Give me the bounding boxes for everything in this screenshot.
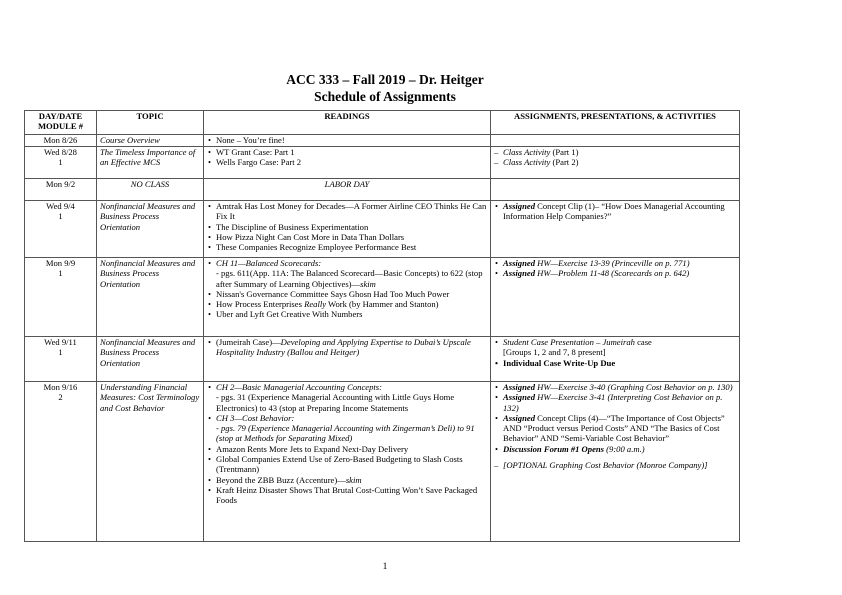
table-header-row bbox=[25, 111, 740, 135]
row-date bbox=[25, 135, 97, 147]
reading-item: • Kraft Heinz Disaster Shows That Brutal Cost-Cutting Won’t Save Packaged Foods bbox=[207, 485, 487, 506]
reading-subitem: - pgs. 79 (Experience Managerial Accounting with Zingerman’s Deli) to 91 (stop at Methods for Separating Mixed) bbox=[216, 423, 475, 444]
date-text: Wed 9/11 bbox=[44, 337, 77, 347]
row-date bbox=[25, 258, 97, 337]
assignment-item bbox=[494, 337, 736, 347]
row-assignments bbox=[491, 201, 740, 258]
date-text: Mon 9/2 bbox=[45, 179, 76, 189]
reading-emphasis: Developing and Applying Expertise to Dubai’s Upscale Hospitality Industry (Ballou and Heitger) bbox=[216, 337, 471, 358]
row-assignments bbox=[491, 179, 740, 201]
document-title: ACC 333 – Fall 2019 – Dr. Heitger bbox=[286, 72, 484, 87]
row-readings bbox=[204, 337, 491, 382]
reading-text: Work (by Hammer and Stanton) bbox=[326, 299, 439, 310]
assignment-item bbox=[494, 382, 736, 392]
presentation-label: Student Case Presentation – Jumeirah bbox=[503, 337, 635, 347]
row-date bbox=[25, 147, 97, 179]
row-topic: Course Overview bbox=[97, 135, 204, 147]
row-date bbox=[25, 337, 97, 382]
assignment-item bbox=[494, 268, 736, 278]
reading-item bbox=[207, 299, 487, 309]
assignment-item bbox=[494, 147, 736, 157]
module-number: 1 bbox=[58, 347, 63, 358]
table-row bbox=[25, 147, 740, 179]
module-number: 1 bbox=[58, 211, 63, 222]
col-header-topic: TOPIC bbox=[97, 111, 204, 135]
schedule-table bbox=[24, 110, 740, 542]
assignment-rest: HW—Problem 11-48 (Scorecards on p. 642) bbox=[535, 268, 690, 279]
table-row bbox=[25, 258, 740, 337]
reading-emphasis: Really bbox=[304, 299, 327, 310]
assignment-item bbox=[494, 413, 736, 444]
assignment-item bbox=[494, 444, 736, 454]
row-readings bbox=[204, 258, 491, 337]
skim-label: skim bbox=[360, 278, 376, 289]
assigned-label: Assigned bbox=[503, 382, 535, 392]
assignment-item bbox=[494, 201, 736, 222]
assignment-rest: HW—Exercise 13-39 (Princeville on p. 771) bbox=[535, 258, 690, 268]
assignment-item bbox=[494, 392, 736, 413]
reading-chapter: • CH 11—Balanced Scorecards: bbox=[207, 258, 487, 268]
row-date bbox=[25, 179, 97, 201]
assignment-item bbox=[494, 157, 736, 167]
assigned-label: Assigned bbox=[503, 258, 535, 268]
date-text: Mon 8/26 bbox=[43, 135, 78, 145]
row-topic: Nonfinancial Measures and Business Process Orientation bbox=[97, 337, 204, 382]
reading-item: • None – You’re fine! bbox=[207, 135, 487, 145]
reading-chapter: • CH 3—Cost Behavior: bbox=[207, 413, 487, 423]
col-header-date: DAY/DATE MODULE # bbox=[25, 111, 97, 135]
assignment-item bbox=[494, 258, 736, 268]
reading-text: Beyond the ZBB Buzz (Accenture)— bbox=[216, 474, 346, 485]
reading-item: • Amazon Rents More Jets to Expand Next-Day Delivery bbox=[207, 444, 487, 454]
row-topic: NO CLASS bbox=[97, 179, 204, 201]
assignment-rest: Concept Clip (1)– “How Does Managerial Accounting Information Help Companies?” bbox=[503, 201, 725, 222]
assignment-em: Class Activity bbox=[503, 147, 551, 157]
reading-pages: - pgs. 611(App. 11A: The Balanced Scorecard—Basic Concepts) to 622 (stop after Summary of Learning Objectives)— bbox=[216, 268, 483, 289]
row-readings bbox=[204, 201, 491, 258]
row-readings bbox=[204, 135, 491, 147]
assignment-item: • Individual Case Write-Up Due bbox=[494, 358, 736, 368]
assigned-label: Assigned bbox=[503, 268, 535, 279]
date-text: Mon 9/9 bbox=[45, 258, 76, 268]
row-readings bbox=[204, 147, 491, 179]
table-row bbox=[25, 337, 740, 382]
assigned-label: Assigned bbox=[503, 412, 535, 423]
row-date bbox=[25, 201, 97, 258]
reading-item: • WT Grant Case: Part 1 bbox=[207, 147, 487, 157]
date-text: Mon 9/16 bbox=[43, 382, 78, 392]
assignment-rest: HW—Exercise 3-40 (Graphing Cost Behavior on p. 130) bbox=[537, 382, 733, 392]
assignment-rest: (Part 2) bbox=[550, 157, 579, 168]
reading-subitem bbox=[207, 268, 487, 289]
reading-item: • These Companies Recognize Employee Performance Best bbox=[207, 242, 487, 252]
skim-label: skim bbox=[345, 474, 362, 485]
reading-item: • Global Companies Extend Use of Zero-Based Budgeting to Slash Costs (Trentmann) bbox=[207, 454, 487, 475]
assignment-rest: Concept Clips (4)—“The Importance of Cost Objects” AND “Product versus Period Costs” AND “The Basics of Cost Behavior” AND “Semi-Variable Cost Behavior” bbox=[503, 412, 725, 444]
row-assignments bbox=[491, 135, 740, 147]
assigned-label: Assigned bbox=[503, 392, 535, 403]
reading-item: • How Pizza Night Can Cost More in Data Than Dollars bbox=[207, 232, 487, 242]
row-readings bbox=[204, 382, 491, 542]
row-topic: Understanding Financial Measures: Cost Terminology and Cost Behavior bbox=[97, 382, 204, 542]
row-date bbox=[25, 382, 97, 542]
forum-label: Discussion Forum #1 Opens bbox=[503, 443, 605, 454]
reading-subitem: - pgs. 31 (Experience Managerial Accounting with Little Guys Home Electronics) to 43 (stop at Preparing Income Statements bbox=[216, 392, 455, 413]
module-number: 2 bbox=[58, 392, 63, 403]
row-assignments bbox=[491, 258, 740, 337]
col-header-readings: READINGS bbox=[204, 111, 491, 135]
date-text: Wed 8/28 bbox=[44, 147, 77, 157]
date-text: Wed 9/4 bbox=[46, 201, 75, 211]
module-number: 1 bbox=[58, 268, 63, 279]
reading-item bbox=[207, 475, 487, 485]
reading-item: • Uber and Lyft Get Creative With Numbers bbox=[207, 309, 487, 319]
reading-item: • Nissan's Governance Committee Says Ghosn Had Too Much Power bbox=[207, 289, 487, 299]
assignment-rest: case bbox=[634, 337, 652, 347]
assignment-subitem: [Groups 1, 2 and 7, 8 present] bbox=[503, 347, 606, 358]
reading-item: • Wells Fargo Case: Part 2 bbox=[207, 157, 487, 167]
reading-item bbox=[207, 337, 487, 358]
assigned-label: Assigned bbox=[503, 201, 535, 211]
row-topic: Nonfinancial Measures and Business Process Orientation bbox=[97, 201, 204, 258]
optional-item: – [OPTIONAL Graphing Cost Behavior (Monroe Company)] bbox=[494, 460, 736, 470]
table-row bbox=[25, 135, 740, 147]
forum-time: (9:00 a.m.) bbox=[604, 443, 645, 454]
table-row bbox=[25, 382, 740, 542]
row-assignments bbox=[491, 147, 740, 179]
table-row bbox=[25, 201, 740, 258]
document-subtitle: Schedule of Assignments bbox=[314, 89, 456, 104]
row-readings: LABOR DAY bbox=[204, 179, 491, 201]
row-topic: The Timeless Importance of an Effective MCS bbox=[97, 147, 204, 179]
row-assignments bbox=[491, 337, 740, 382]
module-number: 1 bbox=[58, 157, 63, 168]
row-assignments bbox=[491, 382, 740, 542]
assignment-rest: (Part 1) bbox=[550, 147, 579, 157]
assignment-em: Class Activity bbox=[503, 157, 551, 168]
reading-item: • The Discipline of Business Experimentation bbox=[207, 222, 487, 232]
reading-chapter: • CH 2—Basic Managerial Accounting Concepts: bbox=[207, 382, 487, 392]
reading-item: • Amtrak Has Lost Money for Decades—A Former Airline CEO Thinks He Can Fix It bbox=[207, 201, 487, 222]
row-topic: Nonfinancial Measures and Business Process Orientation bbox=[97, 258, 204, 337]
table-row bbox=[25, 179, 740, 201]
col-header-assignments: ASSIGNMENTS, PRESENTATIONS, & ACTIVITIES bbox=[491, 111, 740, 135]
reading-text: (Jumeirah Case)— bbox=[216, 337, 281, 347]
assignment-rest: HW—Exercise 3-41 (Interpreting Cost Behavior on p. 132) bbox=[503, 392, 723, 413]
page-number: 1 bbox=[382, 562, 388, 572]
reading-text: How Process Enterprises bbox=[216, 299, 305, 310]
